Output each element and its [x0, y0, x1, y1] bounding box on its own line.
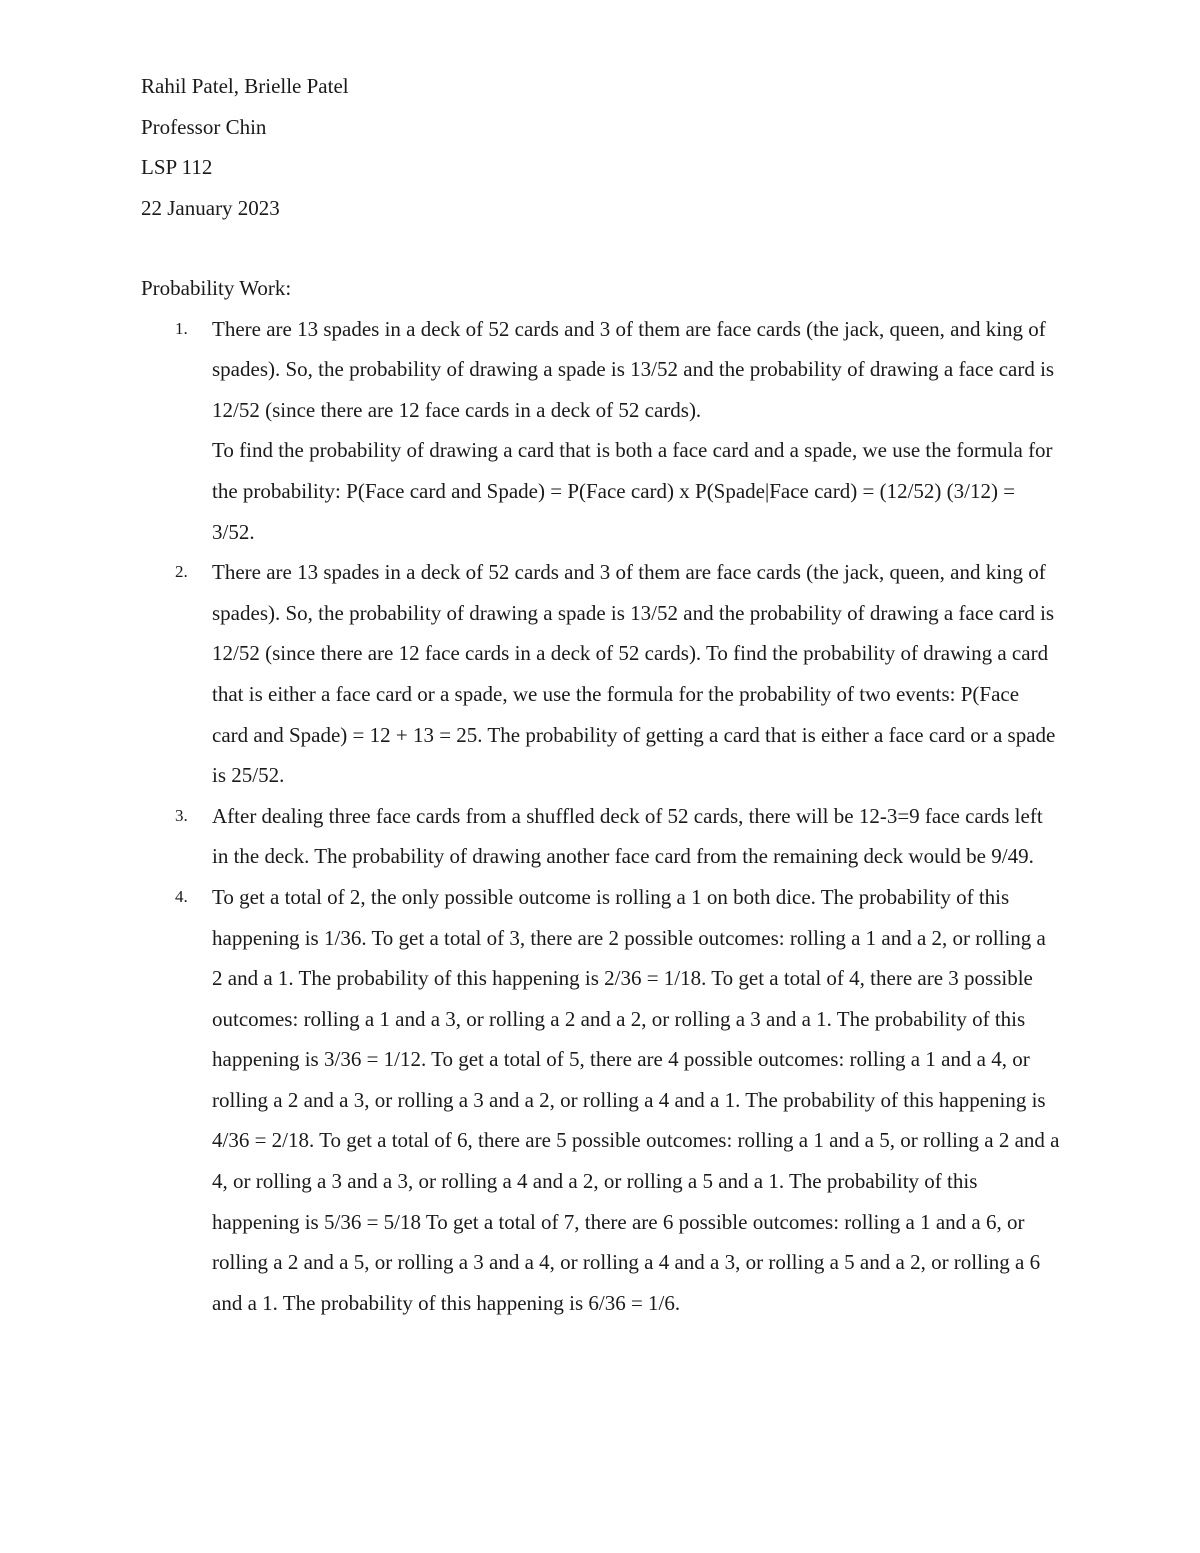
- problem-list: [141, 309, 1081, 1324]
- problem-text-continued: To find the probability of drawing a card that is both a face card and a spade, we use the formula for the probability: P(Face card and Spade) = P(Face card) x P(Spade|Face card) = (12/52) (3/12) = 3/52.: [212, 438, 1053, 544]
- problem-item: [141, 877, 1060, 1324]
- problem-item: [141, 796, 1060, 877]
- problem-number: 2.: [175, 562, 188, 582]
- section-title: Probability Work:: [141, 276, 292, 300]
- problem-number: 3.: [175, 805, 188, 825]
- probability-work-section: [141, 268, 1081, 1323]
- problem-number: 1.: [175, 318, 188, 338]
- problem-text: There are 13 spades in a deck of 52 cards and 3 of them are face cards (the jack, queen, and king of spades). So, the probability of drawing a spade is 13/52 and the probability of drawing a face card is 12/52 (since there are 12 face cards in a deck of 52 cards). To find the probability of drawing a card that is either a face card or a spade, we use the formula for the probability of two events: P(Face card and Spade) = 12 + 13 = 25. The probability of getting a card that is either a face card or a spade is 25/52.: [212, 560, 1056, 788]
- problem-text: There are 13 spades in a deck of 52 cards and 3 of them are face cards (the jack, queen, and king of spades). So, the probability of drawing a spade is 13/52 and the probability of drawing a face card is 12/52 (since there are 12 face cards in a deck of 52 cards).: [212, 316, 1055, 422]
- problem-text: To get a total of 2, the only possible outcome is rolling a 1 on both dice. The probability of this happening is 1/36. To get a total of 3, there are 2 possible outcomes: rolling a 1 and a 2, or rolling a 2 and a 1. The probability of this happening is 2/36 = 1/18. To get a total of 4, there are 3 possible outcomes: rolling a 1 and a 3, or rolling a 2 and a 2, or rolling a 3 and a 1. The probability of this happening is 3/36 = 1/12. To get a total of 5, there are 4 possible outcomes: rolling a 1 and a 4, or rolling a 2 and a 3, or rolling a 3 and a 2, or rolling a 4 and a 1. The probability of this happening is 4/36 = 2/18. To get a total of 6, there are 5 possible outcomes: rolling a 1 and a 5, or rolling a 2 and a 4, or rolling a 3 and a 3, or rolling a 4 and a 2, or rolling a 5 and a 1. The probability of this happening is 5/36 = 5/18 To get a total of 7, there are 6 possible outcomes: rolling a 1 and a 6, or rolling a 2 and a 5, or rolling a 3 and a 4, or rolling a 4 and a 3, or rolling a 5 and a 2, or rolling a 6 and a 1. The probability of this happening is 6/36 = 1/6.: [212, 884, 1060, 1315]
- problem-number: 4.: [175, 886, 188, 906]
- document-header: [141, 66, 1081, 228]
- problem-item: [141, 309, 1060, 553]
- professor-name: Professor Chin: [141, 114, 267, 139]
- problem-text: After dealing three face cards from a shuffled deck of 52 cards, there will be 12-3=9 face cards left in the deck. The probability of drawing another face card from the remaining deck would be 9/49.: [212, 803, 1043, 869]
- problem-item: [141, 552, 1060, 796]
- author-names: Rahil Patel, Brielle Patel: [141, 74, 349, 98]
- document-date: 22 January 2023: [141, 195, 280, 220]
- course-code: LSP 112: [141, 155, 213, 180]
